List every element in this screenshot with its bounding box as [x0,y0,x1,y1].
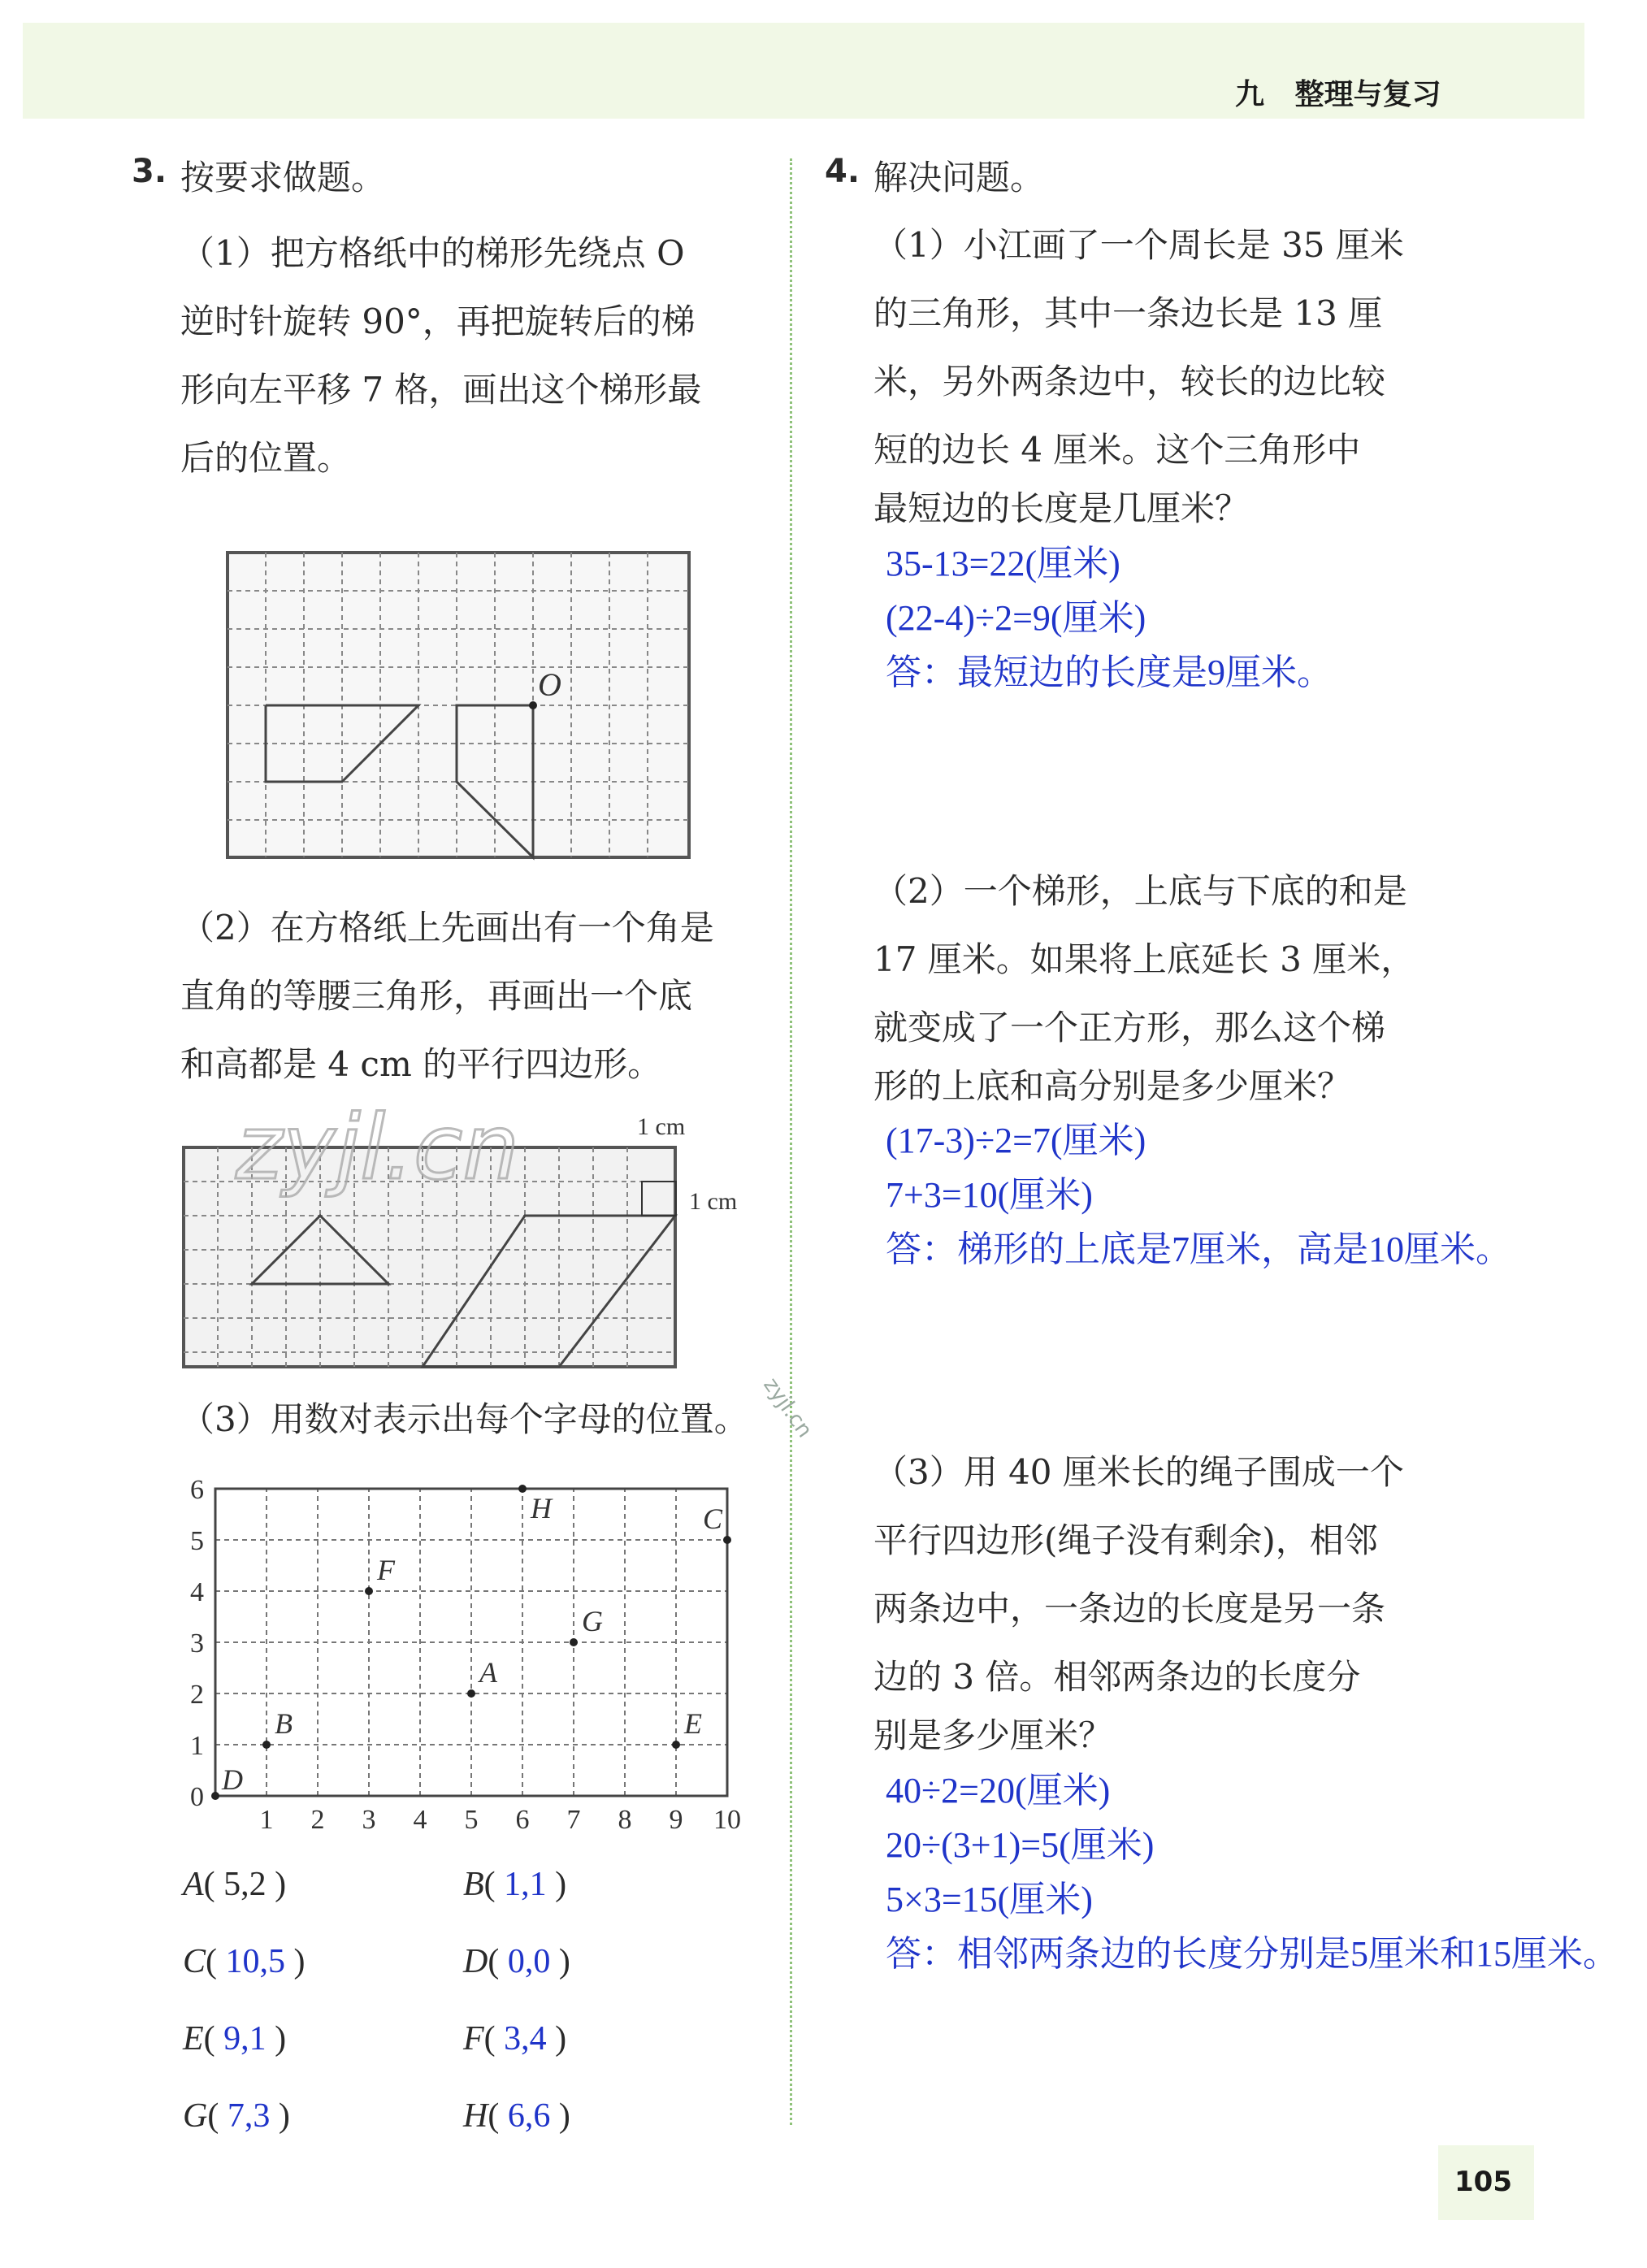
grid-rotation-figure [219,544,699,869]
q4-part1-text [873,211,1404,533]
pair-value: 0,0 [507,1943,551,1980]
q4-answer-1 [886,536,1333,700]
y-tick-label: 0 [190,1782,204,1812]
q4-p1-line: 最短边的长度是几厘米？ [873,488,1250,528]
point-b-marker [262,1741,271,1749]
q3-p2-line: 和高都是 4 cm 的平行四边形。 [180,1044,662,1084]
answer-line: 35-13=22(厘米) [886,544,1120,583]
q4-part2-text [873,857,1415,1111]
pair-letter: E [183,2020,204,2058]
question-3-number: 3. [132,153,167,190]
pair-value: 10,5 [225,1943,286,1980]
answer-line: 5×3=15(厘米) [886,1880,1093,1919]
q3-p2-line: （2）在方格纸上先画出有一个角是 [180,908,714,948]
pair-value: 7,3 [227,2097,271,2135]
x-tick-label: 4 [413,1805,427,1835]
q4-p2-line: 形的上底和高分别是多少厘米？ [873,1066,1352,1106]
point-d-label: D [222,1763,243,1796]
y-tick-label: 4 [190,1577,204,1607]
x-tick-label: 9 [669,1805,683,1835]
answer-line: (22-4)÷2=9(厘米) [886,598,1146,638]
point-e-marker [672,1741,680,1749]
column-divider [790,158,792,2125]
pair-close-paren: ) [546,1866,567,1903]
point-f-label: F [377,1554,395,1586]
q4-p1-line: 短的边长 4 厘米。这个三角形中 [873,430,1361,470]
point-c-label: C [702,1503,722,1535]
answer-line: 答：相邻两条边的长度分别是5厘米和15厘米。 [886,1934,1619,1974]
pair-close-paren: ) [546,2020,567,2058]
q3-p1-line: 形向左平移 7 格，画出这个梯形最 [180,370,702,410]
pair-c [183,1942,306,1981]
point-f-marker [365,1587,373,1595]
point-c-marker [723,1536,731,1544]
q3-p2-line: 直角的等腰三角形，再画出一个底 [180,976,693,1016]
pair-close-paren: ) [266,2020,287,2058]
pair-close-paren: ) [266,1866,287,1903]
x-tick-label: 8 [618,1805,632,1835]
answer-line: 答：最短边的长度是9厘米。 [886,653,1333,692]
y-tick-label: 2 [190,1680,204,1710]
point-a-marker [467,1689,475,1698]
q4-p3-line: 平行四边形(绳子没有剩余)，相邻 [873,1520,1378,1560]
question-3-title: 按要求做题。 [180,158,386,197]
pair-letter: B [463,1866,484,1903]
watermark-logo: zyjl.cn [236,1095,520,1199]
pair-e [183,2019,286,2058]
chapter-title: 九 整理与复习 [1235,78,1441,111]
q4-p1-line: 的三角形，其中一条边长是 13 厘 [873,293,1383,333]
y-tick-label: 3 [190,1628,204,1659]
pair-value: 6,6 [507,2097,551,2135]
q4-p2-line: （2）一个梯形，上底与下底的和是 [873,871,1407,911]
x-tick-label: 3 [362,1805,376,1835]
q4-p3-line: （3）用 40 厘米长的绳子围成一个 [873,1452,1404,1492]
point-e-label: E [684,1707,702,1740]
pair-letter: H [463,2097,488,2135]
point-b-label: B [275,1707,293,1740]
q4-p2-line: 17 厘米。如果将上底延长 3 厘米， [873,939,1415,979]
page-number: 105 [1454,2166,1512,2198]
pair-close-paren: ) [285,1943,306,1980]
answer-line: 答：梯形的上底是7厘米，高是10厘米。 [886,1229,1511,1269]
point-h-marker [518,1485,527,1493]
pair-d [463,1942,570,1981]
x-tick-label: 1 [259,1805,274,1835]
question-4-title: 解决问题。 [873,158,1045,197]
grid-shapes-figure [179,1089,764,1381]
pair-open-paren: ( [488,1943,508,1980]
point-o-marker [529,701,537,709]
answer-line: 7+3=10(厘米) [886,1175,1093,1215]
point-h-label: H [531,1492,552,1524]
pair-letter: C [183,1943,206,1980]
watermark-small: zyjl.cn [758,1373,817,1442]
q4-answer-2 [886,1113,1511,1277]
point-d-marker [211,1792,219,1800]
x-tick-label: 7 [566,1805,581,1835]
q4-p3-line: 两条边中，一条边的长度是另一条 [873,1589,1386,1628]
point-g-marker [570,1638,578,1646]
pair-letter: D [463,1943,488,1980]
point-a-label: A [479,1656,497,1689]
y-tick-label: 6 [190,1475,204,1505]
x-tick-label: 5 [464,1805,479,1835]
pair-open-paren: ( [488,2097,508,2135]
q3-part1-text [180,219,701,492]
pair-open-paren: ( [483,2020,505,2058]
point-g-label: G [582,1605,603,1637]
unit-label-side: 1 cm [689,1188,738,1215]
answer-line: 20÷(3+1)=5(厘米) [886,1825,1155,1865]
pair-g [183,2097,290,2136]
q3-p1-line: 逆时针旋转 90°，再把旋转后的梯 [180,301,696,341]
q4-answer-3 [886,1763,1619,1981]
pair-open-paren: ( [203,2020,224,2058]
q3-part3-text: （3）用数对表示出每个字母的位置。 [180,1399,748,1439]
pair-close-paren: ) [550,1943,570,1980]
answer-line: (17-3)÷2=7(厘米) [886,1121,1146,1160]
unit-label-top: 1 cm [637,1113,686,1140]
pair-f [463,2019,566,2058]
pair-value: 9,1 [223,2020,267,2058]
x-tick-label: 10 [713,1805,741,1835]
q4-p3-line: 别是多少厘米？ [873,1715,1113,1755]
pair-value: 5,2 [223,1866,267,1903]
question-4-number: 4. [825,153,860,190]
pair-h [463,2097,570,2136]
answer-line: 40÷2=20(厘米) [886,1771,1111,1810]
q3-p1-line: 后的位置。 [180,438,352,478]
y-tick-label: 5 [190,1526,204,1556]
pair-letter: G [183,2097,208,2135]
pair-a [183,1865,286,1904]
pair-letter: A [183,1866,204,1903]
y-tick-label: 1 [190,1731,204,1761]
pair-value: 1,1 [504,1866,547,1903]
q4-p1-line: 米，另外两条边中，较长的边比较 [873,362,1386,401]
q4-p1-line: （1）小江画了一个周长是 35 厘米 [873,225,1404,265]
pair-b [463,1865,566,1904]
pair-open-paren: ( [203,1866,224,1903]
pair-close-paren: ) [550,2097,570,2135]
q4-p3-line: 边的 3 倍。相邻两条边的长度分 [873,1657,1361,1697]
pair-close-paren: ) [270,2097,290,2135]
pair-open-paren: ( [483,1866,505,1903]
q3-part2-text [180,894,714,1099]
point-o-label: O [538,666,561,703]
q4-part3-text [873,1438,1404,1760]
pair-letter: F [463,2020,484,2058]
x-tick-label: 6 [515,1805,530,1835]
q4-p2-line: 就变成了一个正方形，那么这个梯 [873,1008,1386,1047]
q3-p1-line: （1）把方格纸中的梯形先绕点 O [180,233,685,273]
coordinate-grid-chart [175,1463,760,1845]
x-tick-label: 2 [310,1805,325,1835]
pair-open-paren: ( [207,2097,228,2135]
pair-value: 3,4 [504,2020,547,2058]
pair-open-paren: ( [206,1943,226,1980]
